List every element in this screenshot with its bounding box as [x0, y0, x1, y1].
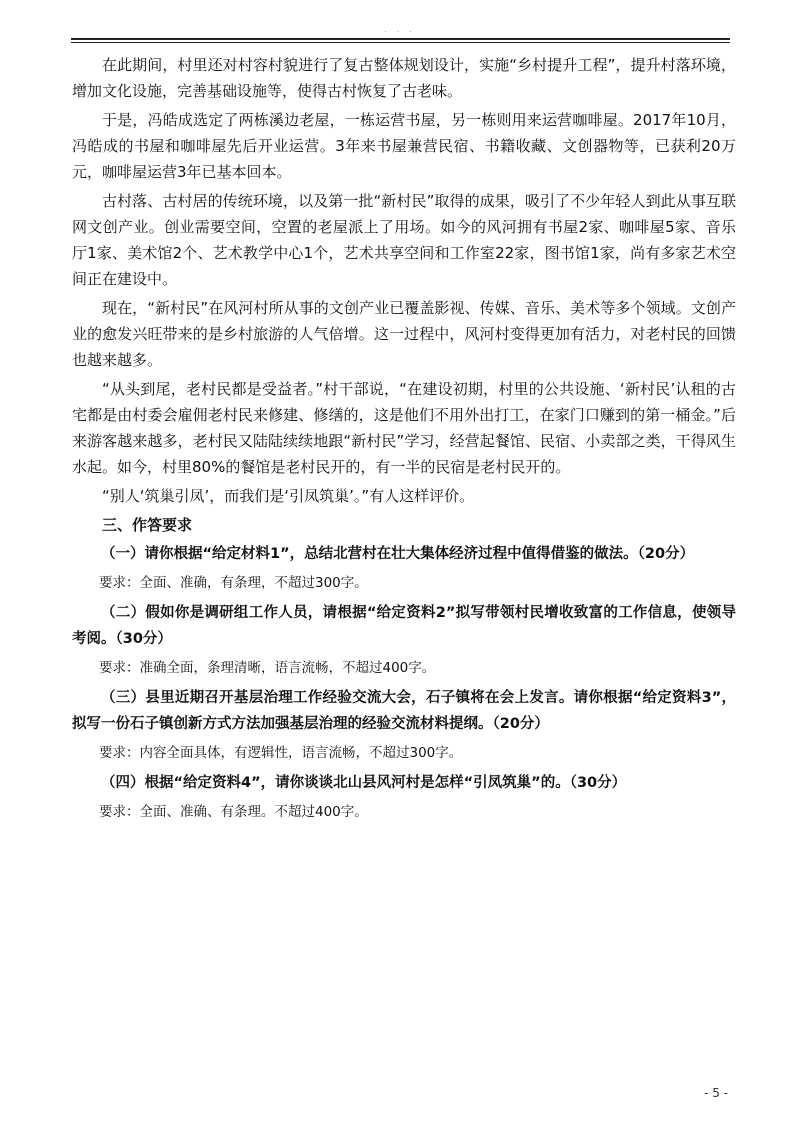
question-3-requirement: 要求：内容全面具体，有逻辑性，语言流畅，不超过300字。: [99, 745, 463, 761]
body-paragraph-3: 古村落、古村居的传统环境，以及第一批“新村民”取得的成果，吸引了不少年轻人到此从事互联网文创产业。创业需要空间，空置的老屋派上了用场。如今的风河拥有书屋2家、咖啡屋5家、音乐厅1家、美术馆2个、艺术教学中心1个，艺术共享空间和工作室22家，图书馆1家，尚有多家艺术空间正在建设中。: [72, 192, 736, 288]
body-paragraph-2: 于是，冯皓成选定了两栋溪边老屋，一栋运营书屋，另一栋则用来运营咖啡屋。2017年10月，冯皓成的书屋和咖啡屋先后开业运营。3年来书屋兼营民宿、书籍收藏、文创器物等，已获利20万元，咖啡屋运营3年已基本回本。: [72, 111, 736, 181]
question-1: （一）请你根据“给定材料1”，总结北营村在壮大集体经济过程中值得借鉴的做法。（20分）: [101, 546, 695, 562]
header-rule-thin: [71, 42, 730, 43]
document-body: [72, 52, 736, 829]
question-3: （三）县里近期召开基层治理工作经验交流大会，石子镇将在会上发言。请你根据“给定资料3”，拟写一份石子镇创新方式方法加强基层治理的经验交流材料提纲。（20分）: [72, 690, 736, 732]
body-paragraph-1: 在此期间，村里还对村容村貌进行了复古整体规划设计，实施“乡村提升工程”，提升村落环境，增加文化设施，完善基础设施等，使得古村恢复了古老味。: [72, 56, 736, 100]
question-1-requirement: 要求：全面、准确，有条理，不超过300字。: [99, 575, 368, 591]
header-rule-thick: [71, 38, 730, 40]
body-paragraph-4: 现在，“新村民”在风河村所从事的文创产业已覆盖影视、传媒、音乐、美术等多个领域。文创产业的愈发兴旺带来的是乡村旅游的人气倍增。这一过程中，风河村变得更加有活力，对老村民的回馈也越来越多。: [72, 299, 736, 369]
question-4-requirement: 要求：全面、准确、有条理。不超过400字。: [99, 804, 368, 820]
section-title: 三、作答要求: [102, 516, 193, 534]
question-2: （二）假如你是调研组工作人员，请根据“给定资料2”拟写带领村民增收致富的工作信息，使领导考阅。（30分）: [72, 605, 736, 647]
body-paragraph-5: “从头到尾，老村民都是受益者。”村干部说，“在建设初期，村里的公共设施、‘新村民’认租的古宅都是由村委会雇佣老村民来修建、修缮的，这是他们不用外出打工，在家门口赚到的第一桶金。”后来游客越来越多，老村民又陆陆续续地跟“新村民”学习，经营起餐馆、民宿、小卖部之类，干得风生水起。如今，村里80%的餐馆是老村民开的，有一半的民宿是老村民开的。: [72, 380, 736, 476]
body-paragraph-6: “别人‘筑巢引凤’，而我们是‘引凤筑巢’。”有人这样评价。: [102, 487, 475, 505]
question-2-requirement: 要求：准确全面，条理清晰，语言流畅，不超过400字。: [99, 660, 436, 676]
question-4: （四）根据“给定资料4”，请你谈谈北山县风河村是怎样“引凤筑巢”的。（30分）: [101, 775, 627, 791]
page-number: - 5 -: [704, 1086, 728, 1100]
header-mark: · · ·: [384, 28, 416, 36]
